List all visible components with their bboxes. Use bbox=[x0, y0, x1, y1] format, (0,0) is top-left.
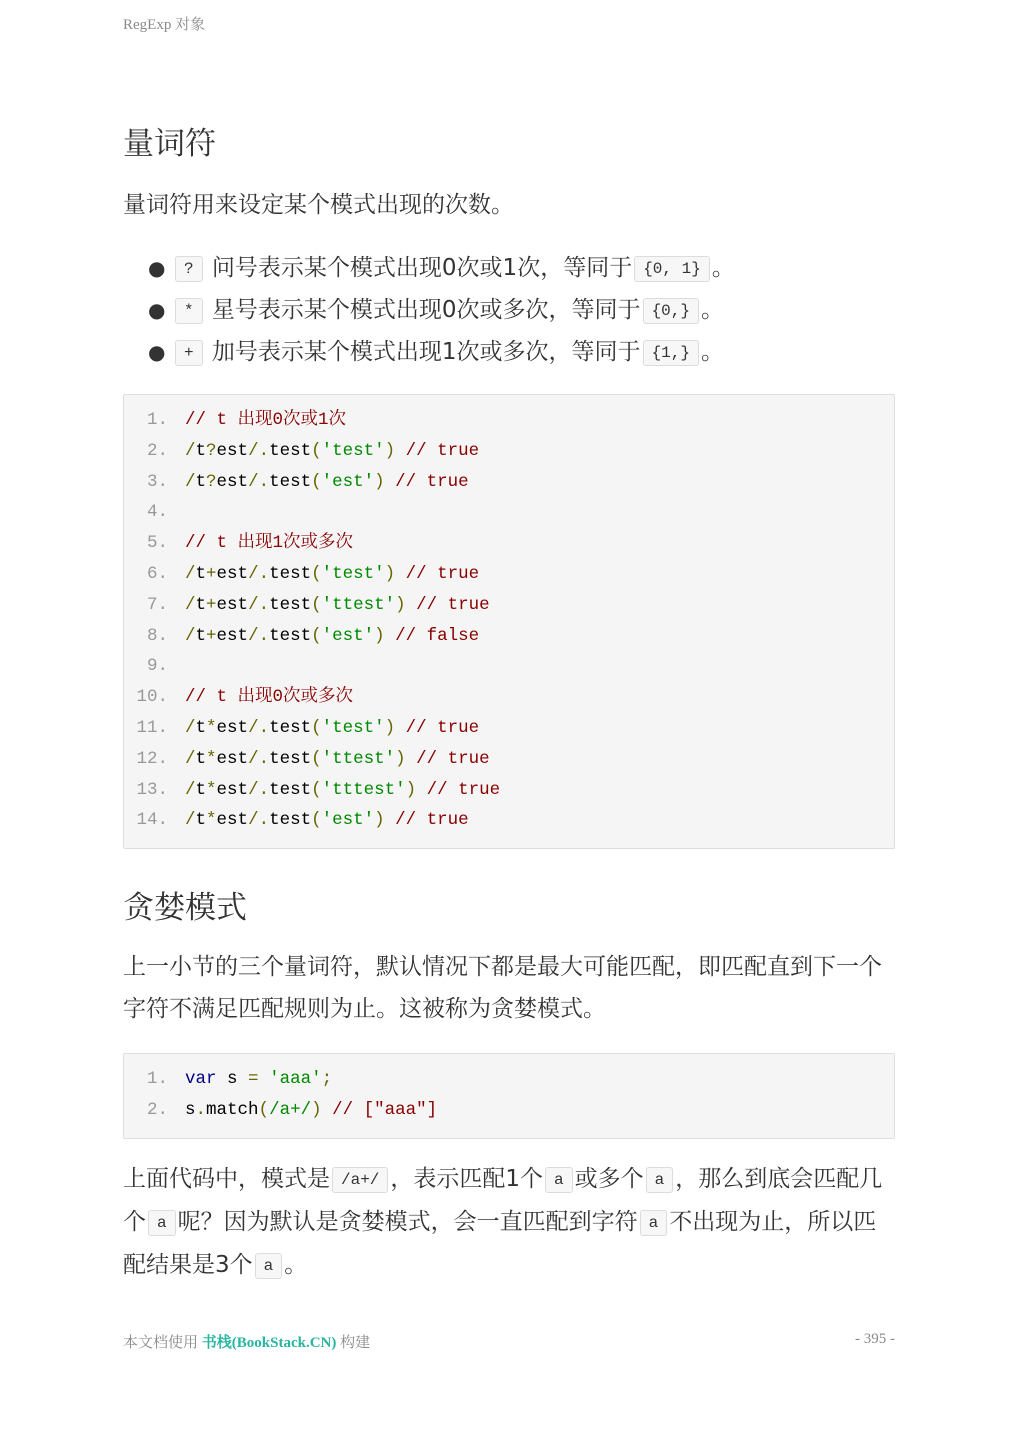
explanation-text: 。 bbox=[284, 1252, 308, 1278]
code-token: est bbox=[216, 748, 249, 769]
code-block-quantifiers bbox=[123, 394, 895, 849]
code-token: t bbox=[195, 471, 207, 492]
code-token: t bbox=[195, 625, 207, 646]
explanation-text: ，表示匹配1个 bbox=[390, 1166, 544, 1192]
bullet-text: 问号表示某个模式出现0次或1次，等同于 bbox=[211, 255, 633, 281]
code-token: 'est' bbox=[321, 810, 375, 831]
code-token: s bbox=[185, 1099, 196, 1120]
code-token: ) bbox=[405, 779, 417, 800]
code-token: ? bbox=[206, 471, 217, 492]
line-number: 13. bbox=[136, 779, 168, 800]
code-token: / bbox=[185, 779, 196, 800]
inline-code: a bbox=[640, 1210, 668, 1236]
explanation-text: 上面代码中，模式是 bbox=[123, 1166, 330, 1192]
inline-code: /a+/ bbox=[332, 1167, 388, 1193]
bullet-icon: ● bbox=[148, 298, 166, 322]
code-token: ( bbox=[311, 440, 322, 461]
code-token: ( bbox=[311, 810, 322, 831]
code-token: ? bbox=[206, 440, 217, 461]
code-token: // true bbox=[384, 471, 469, 492]
code-token: 'test' bbox=[321, 717, 385, 738]
code-token: t bbox=[195, 594, 207, 615]
code-token: 'ttest' bbox=[321, 748, 396, 769]
code-token: test bbox=[269, 625, 312, 646]
code-token: est bbox=[216, 594, 249, 615]
code-token: test bbox=[269, 471, 312, 492]
code-token: ; bbox=[321, 1069, 333, 1089]
code-token: = bbox=[248, 1069, 259, 1089]
code-token: var bbox=[185, 1069, 217, 1089]
code-token: est bbox=[216, 779, 249, 800]
code-token: + bbox=[206, 594, 217, 615]
code-token: 'est' bbox=[321, 471, 375, 492]
code-token: ) bbox=[384, 563, 396, 584]
bullet-text: 星号表示某个模式出现0次或多次，等同于 bbox=[211, 297, 641, 323]
code-token: / bbox=[185, 563, 196, 584]
inline-code: a bbox=[646, 1167, 674, 1193]
code-token: /. bbox=[248, 594, 270, 615]
code-token: test bbox=[269, 594, 312, 615]
list-item bbox=[123, 331, 897, 373]
inline-code: a bbox=[255, 1253, 283, 1279]
code-token: // true bbox=[405, 748, 490, 769]
code-token: test bbox=[269, 748, 312, 769]
code-token: ) bbox=[311, 1099, 322, 1120]
code-token: / bbox=[185, 594, 196, 615]
code-token: 'ttest' bbox=[321, 594, 396, 615]
code-token: // false bbox=[384, 625, 480, 646]
code-token: // true bbox=[395, 563, 480, 584]
footer-prefix: 本文档使用 bbox=[123, 1335, 199, 1351]
code-token: t bbox=[195, 748, 207, 769]
code-token: * bbox=[206, 717, 217, 738]
code-token: 'aaa' bbox=[269, 1069, 322, 1089]
code-line bbox=[124, 805, 894, 836]
code-token: / bbox=[185, 717, 196, 738]
code-token bbox=[259, 1069, 270, 1089]
code-token: 'est' bbox=[321, 625, 375, 646]
inline-code: + bbox=[175, 340, 203, 366]
code-line bbox=[124, 528, 894, 559]
code-token: ( bbox=[311, 717, 322, 738]
code-token: /. bbox=[248, 810, 270, 831]
bullet-end: 。 bbox=[700, 339, 724, 365]
section-title-quantifiers: 量词符 bbox=[123, 126, 216, 162]
code-token: est bbox=[216, 563, 249, 584]
code-token: t bbox=[195, 563, 207, 584]
quantifiers-intro: 量词符用来设定某个模式出现的次数。 bbox=[123, 192, 514, 218]
code-token: // t 出现0次或1次 bbox=[185, 410, 347, 430]
list-item bbox=[123, 289, 897, 331]
line-number: 1. bbox=[146, 1069, 168, 1089]
code-token: /. bbox=[248, 471, 270, 492]
bullet-end: 。 bbox=[711, 255, 735, 281]
code-block-greedy bbox=[123, 1053, 895, 1139]
code-token: // ["aaa"] bbox=[321, 1099, 438, 1120]
code-token: + bbox=[206, 563, 217, 584]
code-token: t bbox=[195, 810, 207, 831]
code-token: /. bbox=[248, 748, 270, 769]
quantifier-list bbox=[123, 247, 897, 373]
code-token: ( bbox=[311, 471, 322, 492]
code-token: ) bbox=[374, 625, 385, 646]
code-token: test bbox=[269, 440, 312, 461]
code-line bbox=[124, 713, 894, 744]
code-line bbox=[124, 405, 894, 436]
greedy-explanation bbox=[123, 1158, 897, 1287]
code-token: // true bbox=[395, 440, 480, 461]
code-token: + bbox=[206, 625, 217, 646]
greedy-paragraph: 上一小节的三个量词符，默认情况下都是最大可能匹配，即匹配直到下一个字符不满足匹配规则为止。这被称为贪婪模式。 bbox=[123, 954, 882, 1022]
code-token: /. bbox=[248, 440, 270, 461]
code-line bbox=[124, 775, 894, 806]
code-token: / bbox=[185, 440, 196, 461]
code-token: // t 出现1次或多次 bbox=[185, 533, 354, 554]
code-line bbox=[124, 744, 894, 775]
code-token: ( bbox=[311, 748, 322, 769]
inline-code: {1,} bbox=[643, 340, 699, 366]
code-token: test bbox=[269, 717, 312, 738]
code-token: // true bbox=[395, 717, 480, 738]
line-number: 4. bbox=[146, 502, 168, 523]
code-token: /. bbox=[248, 717, 270, 738]
code-token: 'test' bbox=[321, 440, 385, 461]
code-line bbox=[124, 559, 894, 590]
line-number: 8. bbox=[146, 625, 168, 646]
bullet-icon: ● bbox=[148, 256, 166, 280]
code-token: 'tttest' bbox=[321, 779, 406, 800]
inline-code: a bbox=[545, 1167, 573, 1193]
code-token: test bbox=[269, 779, 312, 800]
line-number: 5. bbox=[146, 533, 168, 554]
line-number: 6. bbox=[146, 563, 168, 584]
code-line bbox=[124, 682, 894, 713]
code-token: // true bbox=[405, 594, 490, 615]
code-token: est bbox=[216, 471, 249, 492]
footer-credit bbox=[123, 1331, 370, 1352]
line-number: 11. bbox=[136, 717, 168, 738]
code-token: ) bbox=[374, 471, 385, 492]
inline-code: {0,} bbox=[643, 298, 699, 324]
code-token: ) bbox=[384, 440, 396, 461]
code-token: ( bbox=[311, 779, 322, 800]
line-number: 7. bbox=[146, 594, 168, 615]
explanation-text: ，那么到底会匹配几个 bbox=[123, 1166, 883, 1235]
code-token: ( bbox=[311, 594, 322, 615]
code-token: /a+/ bbox=[269, 1099, 312, 1120]
bullet-end: 。 bbox=[700, 297, 724, 323]
code-token: // true bbox=[384, 810, 469, 831]
code-token: est bbox=[216, 625, 249, 646]
line-number: 1. bbox=[146, 410, 168, 430]
code-token: /. bbox=[248, 625, 270, 646]
line-number: 2. bbox=[146, 440, 168, 461]
list-item bbox=[123, 247, 897, 289]
explanation-text: 不出现为止，所以匹配结果是3个 bbox=[123, 1209, 877, 1278]
code-token: /. bbox=[248, 779, 270, 800]
line-number: 3. bbox=[146, 471, 168, 492]
code-token: ( bbox=[258, 1099, 270, 1120]
code-token: // t 出现0次或多次 bbox=[185, 687, 354, 708]
code-token: est bbox=[216, 440, 249, 461]
code-token: match bbox=[206, 1099, 259, 1120]
code-token: / bbox=[185, 810, 196, 831]
code-token: / bbox=[185, 748, 196, 769]
line-number: 9. bbox=[146, 656, 168, 677]
inline-code: a bbox=[148, 1210, 176, 1236]
inline-code: * bbox=[175, 298, 203, 324]
page-number: - 395 - bbox=[855, 1331, 895, 1347]
explanation-text: 或多个 bbox=[574, 1166, 644, 1192]
code-token: * bbox=[206, 810, 217, 831]
section-title-greedy: 贪婪模式 bbox=[123, 890, 247, 926]
explanation-text: 呢？因为默认是贪婪模式，会一直匹配到字符 bbox=[177, 1209, 638, 1235]
inline-code: {0, 1} bbox=[634, 256, 710, 282]
code-token: ) bbox=[395, 748, 406, 769]
code-token: t bbox=[195, 717, 207, 738]
code-token: . bbox=[195, 1099, 207, 1120]
footer-suffix: 构建 bbox=[340, 1335, 371, 1351]
code-token: 'test' bbox=[321, 563, 385, 584]
code-token: * bbox=[206, 779, 217, 800]
bullet-icon: ● bbox=[148, 340, 166, 364]
line-number: 2. bbox=[146, 1099, 168, 1120]
code-line bbox=[124, 436, 894, 467]
line-number: 12. bbox=[136, 748, 168, 769]
code-token: / bbox=[185, 471, 196, 492]
bullet-text: 加号表示某个模式出现1次或多次，等同于 bbox=[211, 339, 641, 365]
code-token: // true bbox=[416, 779, 501, 800]
line-number: 14. bbox=[136, 810, 168, 831]
code-token: ( bbox=[311, 625, 322, 646]
code-line bbox=[124, 651, 894, 682]
code-token: ) bbox=[395, 594, 406, 615]
code-token: /. bbox=[248, 563, 270, 584]
code-token: / bbox=[185, 625, 196, 646]
code-line bbox=[124, 1095, 894, 1126]
code-token: ) bbox=[374, 810, 385, 831]
code-line bbox=[124, 590, 894, 621]
code-token: t bbox=[195, 779, 207, 800]
code-token: ) bbox=[384, 717, 396, 738]
code-token: test bbox=[269, 563, 312, 584]
bookstack-link[interactable]: 书栈(BookStack.CN) bbox=[201, 1335, 337, 1351]
code-line bbox=[124, 621, 894, 652]
code-line bbox=[124, 497, 894, 528]
line-number: 10. bbox=[136, 687, 168, 708]
code-token: s bbox=[216, 1069, 249, 1089]
code-line bbox=[124, 467, 894, 498]
code-token: est bbox=[216, 717, 249, 738]
running-header: RegExp 对象 bbox=[123, 17, 206, 33]
code-token: t bbox=[195, 440, 207, 461]
inline-code: ? bbox=[175, 256, 203, 282]
code-token: ( bbox=[311, 563, 322, 584]
code-line bbox=[124, 1064, 894, 1095]
code-token: est bbox=[216, 810, 249, 831]
code-token: test bbox=[269, 810, 312, 831]
code-token: * bbox=[206, 748, 217, 769]
